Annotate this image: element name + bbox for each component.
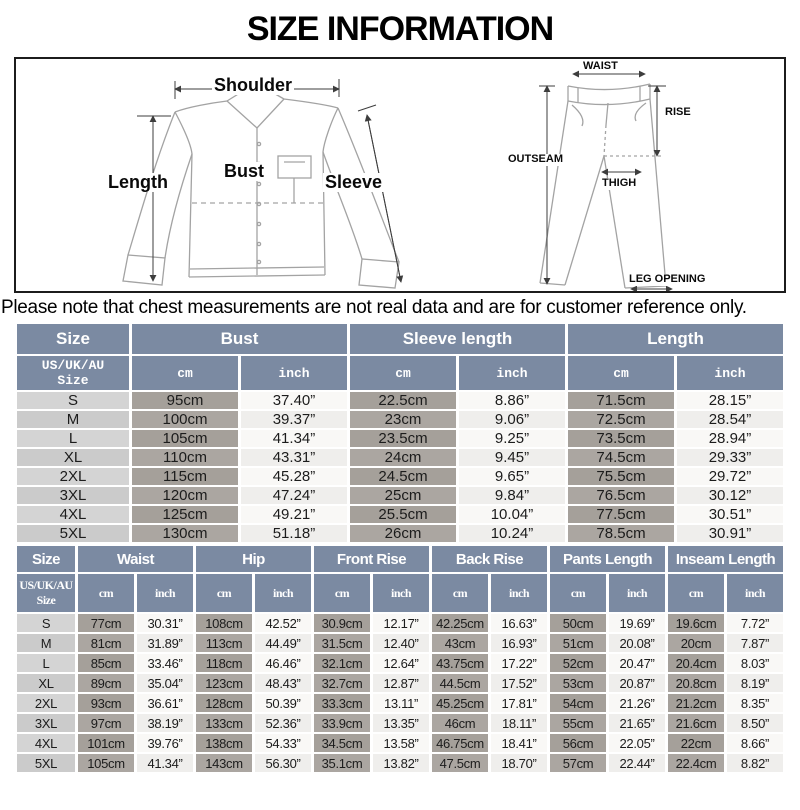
inch-value-cell: 50.39” [255, 694, 311, 712]
inch-value-cell: 9.84” [459, 487, 565, 504]
inch-value-cell: 13.82” [373, 754, 429, 772]
pants-unit-header-row [17, 574, 783, 612]
inch-value-cell: 20.87” [609, 674, 665, 692]
inch-value-cell: 30.91” [677, 525, 783, 542]
unit-header-inch: inch [373, 574, 429, 612]
unit-header-inch: inch [137, 574, 193, 612]
size-header-line: US/UK/AU [41, 358, 105, 373]
size-cell: 2XL [17, 468, 129, 485]
pants-group-header-row [17, 546, 783, 572]
inch-value-cell: 54.33” [255, 734, 311, 752]
size-cell: 4XL [17, 506, 129, 523]
cm-value-cell: 123cm [196, 674, 252, 692]
cm-value-cell: 85cm [78, 654, 134, 672]
inch-value-cell: 33.46” [137, 654, 193, 672]
inch-value-cell: 17.52” [491, 674, 547, 692]
cm-value-cell: 56cm [550, 734, 606, 752]
cm-value-cell: 100cm [132, 411, 238, 428]
cm-value-cell: 46.75cm [432, 734, 488, 752]
cm-value-cell: 47.5cm [432, 754, 488, 772]
unit-header-cm: cm [132, 356, 238, 390]
inch-value-cell: 8.50” [727, 714, 783, 732]
unit-header-cm: cm [314, 574, 370, 612]
cm-value-cell: 20cm [668, 634, 724, 652]
size-row-xl [17, 674, 783, 692]
rise-arrow [648, 86, 666, 156]
cm-value-cell: 52cm [550, 654, 606, 672]
inch-value-cell: 28.54” [677, 411, 783, 428]
tops-size-group-header: Size [17, 324, 129, 354]
cm-value-cell: 21.6cm [668, 714, 724, 732]
size-cell: S [17, 392, 129, 409]
unit-header-inch: inch [255, 574, 311, 612]
outseam-label: OUTSEAM [508, 153, 563, 165]
unit-header-cm: cm [568, 356, 674, 390]
inch-value-cell: 30.12” [677, 487, 783, 504]
inch-value-cell: 10.04” [459, 506, 565, 523]
bust-label: Bust [224, 161, 264, 181]
cm-value-cell: 93cm [78, 694, 134, 712]
cm-value-cell: 25.5cm [350, 506, 456, 523]
inch-value-cell: 21.65” [609, 714, 665, 732]
cm-value-cell: 108cm [196, 614, 252, 632]
measurement-diagram [14, 57, 786, 293]
size-cell: 4XL [17, 734, 75, 752]
cm-value-cell: 73.5cm [568, 430, 674, 447]
cm-value-cell: 50cm [550, 614, 606, 632]
page-title: SIZE INFORMATION [246, 10, 554, 48]
inch-value-cell: 36.61” [137, 694, 193, 712]
tops-unit-header-row [17, 356, 783, 390]
cm-value-cell: 53cm [550, 674, 606, 692]
inch-value-cell: 9.25” [459, 430, 565, 447]
cm-value-cell: 46cm [432, 714, 488, 732]
size-row-m [17, 411, 783, 428]
inch-value-cell: 45.28” [241, 468, 347, 485]
size-cell: 2XL [17, 694, 75, 712]
unit-header-cm: cm [668, 574, 724, 612]
inch-value-cell: 16.63” [491, 614, 547, 632]
cm-value-cell: 81cm [78, 634, 134, 652]
cm-value-cell: 21.2cm [668, 694, 724, 712]
inch-value-cell: 30.31” [137, 614, 193, 632]
inch-value-cell: 9.06” [459, 411, 565, 428]
inch-value-cell: 49.21” [241, 506, 347, 523]
inch-value-cell: 19.69” [609, 614, 665, 632]
inch-value-cell: 13.58” [373, 734, 429, 752]
front-rise-group-header: Front Rise [314, 546, 429, 572]
cm-value-cell: 138cm [196, 734, 252, 752]
size-cell: 3XL [17, 487, 129, 504]
inch-value-cell: 8.19” [727, 674, 783, 692]
inch-value-cell: 35.04” [137, 674, 193, 692]
inch-value-cell: 12.87” [373, 674, 429, 692]
inch-value-cell: 12.17” [373, 614, 429, 632]
cm-value-cell: 33.9cm [314, 714, 370, 732]
inch-value-cell: 7.87” [727, 634, 783, 652]
inch-value-cell: 17.22” [491, 654, 547, 672]
size-row-4xl [17, 506, 783, 523]
cm-value-cell: 95cm [132, 392, 238, 409]
inch-value-cell: 28.15” [677, 392, 783, 409]
cm-value-cell: 55cm [550, 714, 606, 732]
inch-value-cell: 39.76” [137, 734, 193, 752]
pants-size-table [14, 544, 786, 774]
cm-value-cell: 120cm [132, 487, 238, 504]
inch-value-cell: 18.41” [491, 734, 547, 752]
size-header-line: US/UK/AU [19, 578, 73, 592]
unit-header-inch: inch [609, 574, 665, 612]
size-cell: 5XL [17, 525, 129, 542]
inch-value-cell: 7.72” [727, 614, 783, 632]
inch-value-cell: 38.19” [137, 714, 193, 732]
inch-value-cell: 28.94” [677, 430, 783, 447]
pants-size-group-header: Size [17, 546, 75, 572]
thigh-label: THIGH [602, 177, 637, 189]
size-cell: S [17, 614, 75, 632]
cm-value-cell: 26cm [350, 525, 456, 542]
cm-value-cell: 19.6cm [668, 614, 724, 632]
inch-value-cell: 13.11” [373, 694, 429, 712]
inch-value-cell: 30.51” [677, 506, 783, 523]
inch-value-cell: 37.40” [241, 392, 347, 409]
inch-value-cell: 47.24” [241, 487, 347, 504]
cm-value-cell: 54cm [550, 694, 606, 712]
inch-value-cell: 8.82” [727, 754, 783, 772]
pants-us-uk-au-size-header [17, 574, 75, 612]
cm-value-cell: 43.75cm [432, 654, 488, 672]
unit-header-cm: cm [550, 574, 606, 612]
cm-value-cell: 133cm [196, 714, 252, 732]
inch-value-cell: 21.26” [609, 694, 665, 712]
size-row-5xl [17, 754, 783, 772]
cm-value-cell: 105cm [132, 430, 238, 447]
cm-value-cell: 118cm [196, 654, 252, 672]
inch-value-cell: 41.34” [137, 754, 193, 772]
pants-table-body [17, 614, 783, 772]
size-row-3xl [17, 487, 783, 504]
inch-value-cell: 56.30” [255, 754, 311, 772]
inch-value-cell: 8.35” [727, 694, 783, 712]
inch-value-cell: 8.03” [727, 654, 783, 672]
size-row-s [17, 392, 783, 409]
cm-value-cell: 45.25cm [432, 694, 488, 712]
inch-value-cell: 9.45” [459, 449, 565, 466]
size-row-5xl [17, 525, 783, 542]
unit-header-inch: inch [459, 356, 565, 390]
cm-value-cell: 20.8cm [668, 674, 724, 692]
inch-value-cell: 17.81” [491, 694, 547, 712]
unit-header-cm: cm [78, 574, 134, 612]
shoulder-label: Shoulder [214, 75, 293, 95]
tops-size-table [14, 322, 786, 544]
tops-table-body [17, 392, 783, 542]
back-rise-group-header: Back Rise [432, 546, 547, 572]
cm-value-cell: 113cm [196, 634, 252, 652]
size-row-m [17, 634, 783, 652]
cm-value-cell: 97cm [78, 714, 134, 732]
sleeve-label: Sleeve [325, 172, 383, 192]
unit-header-inch: inch [677, 356, 783, 390]
size-header-line: Size [57, 373, 89, 388]
inch-value-cell: 29.72” [677, 468, 783, 485]
cm-value-cell: 128cm [196, 694, 252, 712]
bust-group-header: Bust [132, 324, 347, 354]
inch-value-cell: 10.24” [459, 525, 565, 542]
size-row-s [17, 614, 783, 632]
inch-value-cell: 13.35” [373, 714, 429, 732]
cm-value-cell: 22cm [668, 734, 724, 752]
size-cell: XL [17, 449, 129, 466]
inch-value-cell: 22.05” [609, 734, 665, 752]
cm-value-cell: 77.5cm [568, 506, 674, 523]
unit-header-inch: inch [727, 574, 783, 612]
cm-value-cell: 110cm [132, 449, 238, 466]
inch-value-cell: 41.34” [241, 430, 347, 447]
inch-value-cell: 39.37” [241, 411, 347, 428]
inch-value-cell: 12.64” [373, 654, 429, 672]
cm-value-cell: 125cm [132, 506, 238, 523]
inch-value-cell: 46.46” [255, 654, 311, 672]
inch-value-cell: 31.89” [137, 634, 193, 652]
inch-value-cell: 12.40” [373, 634, 429, 652]
size-row-2xl [17, 694, 783, 712]
pants-length-group-header: Pants Length [550, 546, 665, 572]
cm-value-cell: 89cm [78, 674, 134, 692]
inch-value-cell: 18.11” [491, 714, 547, 732]
cm-value-cell: 23cm [350, 411, 456, 428]
cm-value-cell: 51cm [550, 634, 606, 652]
size-row-l [17, 430, 783, 447]
unit-header-cm: cm [196, 574, 252, 612]
size-row-2xl [17, 468, 783, 485]
inch-value-cell: 51.18” [241, 525, 347, 542]
cm-value-cell: 32.1cm [314, 654, 370, 672]
size-cell: M [17, 411, 129, 428]
cm-value-cell: 24.5cm [350, 468, 456, 485]
inch-value-cell: 9.65” [459, 468, 565, 485]
cm-value-cell: 78.5cm [568, 525, 674, 542]
cm-value-cell: 71.5cm [568, 392, 674, 409]
cm-value-cell: 43cm [432, 634, 488, 652]
cm-value-cell: 42.25cm [432, 614, 488, 632]
rise-label: RISE [665, 106, 691, 118]
cm-value-cell: 143cm [196, 754, 252, 772]
unit-header-cm: cm [432, 574, 488, 612]
cm-value-cell: 75.5cm [568, 468, 674, 485]
cm-value-cell: 33.3cm [314, 694, 370, 712]
leg-opening-label: LEG OPENING [629, 273, 706, 285]
inseam-length-group-header: Inseam Length [668, 546, 783, 572]
tops-group-header-row [17, 324, 783, 354]
unit-header-inch: inch [491, 574, 547, 612]
cm-value-cell: 24cm [350, 449, 456, 466]
cm-value-cell: 76.5cm [568, 487, 674, 504]
waist-label: WAIST [583, 60, 618, 72]
disclaimer-note: Please note that chest measurements are not real data and are for customer reference only. [1, 297, 747, 318]
cm-value-cell: 23.5cm [350, 430, 456, 447]
size-cell: XL [17, 674, 75, 692]
unit-header-inch: inch [241, 356, 347, 390]
cm-value-cell: 30.9cm [314, 614, 370, 632]
size-row-l [17, 654, 783, 672]
inch-value-cell: 8.66” [727, 734, 783, 752]
size-row-xl [17, 449, 783, 466]
sleeve-length-group-header: Sleeve length [350, 324, 565, 354]
inch-value-cell: 52.36” [255, 714, 311, 732]
cm-value-cell: 115cm [132, 468, 238, 485]
size-cell: L [17, 430, 129, 447]
cm-value-cell: 25cm [350, 487, 456, 504]
cm-value-cell: 22.5cm [350, 392, 456, 409]
inch-value-cell: 22.44” [609, 754, 665, 772]
cm-value-cell: 77cm [78, 614, 134, 632]
inch-value-cell: 16.93” [491, 634, 547, 652]
size-cell: 3XL [17, 714, 75, 732]
cm-value-cell: 57cm [550, 754, 606, 772]
inch-value-cell: 43.31” [241, 449, 347, 466]
inch-value-cell: 29.33” [677, 449, 783, 466]
size-cell: 5XL [17, 754, 75, 772]
inch-value-cell: 44.49” [255, 634, 311, 652]
size-cell: L [17, 654, 75, 672]
cm-value-cell: 22.4cm [668, 754, 724, 772]
cm-value-cell: 130cm [132, 525, 238, 542]
inch-value-cell: 48.43” [255, 674, 311, 692]
cm-value-cell: 101cm [78, 734, 134, 752]
cm-value-cell: 20.4cm [668, 654, 724, 672]
sleeve-arrow [358, 105, 401, 282]
waist-group-header: Waist [78, 546, 193, 572]
cm-value-cell: 31.5cm [314, 634, 370, 652]
cm-value-cell: 32.7cm [314, 674, 370, 692]
size-header-line: Size [36, 593, 56, 607]
cm-value-cell: 72.5cm [568, 411, 674, 428]
hip-group-header: Hip [196, 546, 311, 572]
cm-value-cell: 74.5cm [568, 449, 674, 466]
cm-value-cell: 105cm [78, 754, 134, 772]
length-label: Length [108, 172, 168, 192]
inch-value-cell: 20.47” [609, 654, 665, 672]
size-information-page [0, 10, 800, 774]
tops-us-uk-au-size-header [17, 356, 129, 390]
unit-header-cm: cm [350, 356, 456, 390]
size-cell: M [17, 634, 75, 652]
inch-value-cell: 42.52” [255, 614, 311, 632]
inch-value-cell: 20.08” [609, 634, 665, 652]
cm-value-cell: 44.5cm [432, 674, 488, 692]
cm-value-cell: 34.5cm [314, 734, 370, 752]
cm-value-cell: 35.1cm [314, 754, 370, 772]
size-row-4xl [17, 734, 783, 752]
length-group-header: Length [568, 324, 783, 354]
size-row-3xl [17, 714, 783, 732]
inch-value-cell: 18.70” [491, 754, 547, 772]
inch-value-cell: 8.86” [459, 392, 565, 409]
outseam-arrow [539, 86, 555, 284]
